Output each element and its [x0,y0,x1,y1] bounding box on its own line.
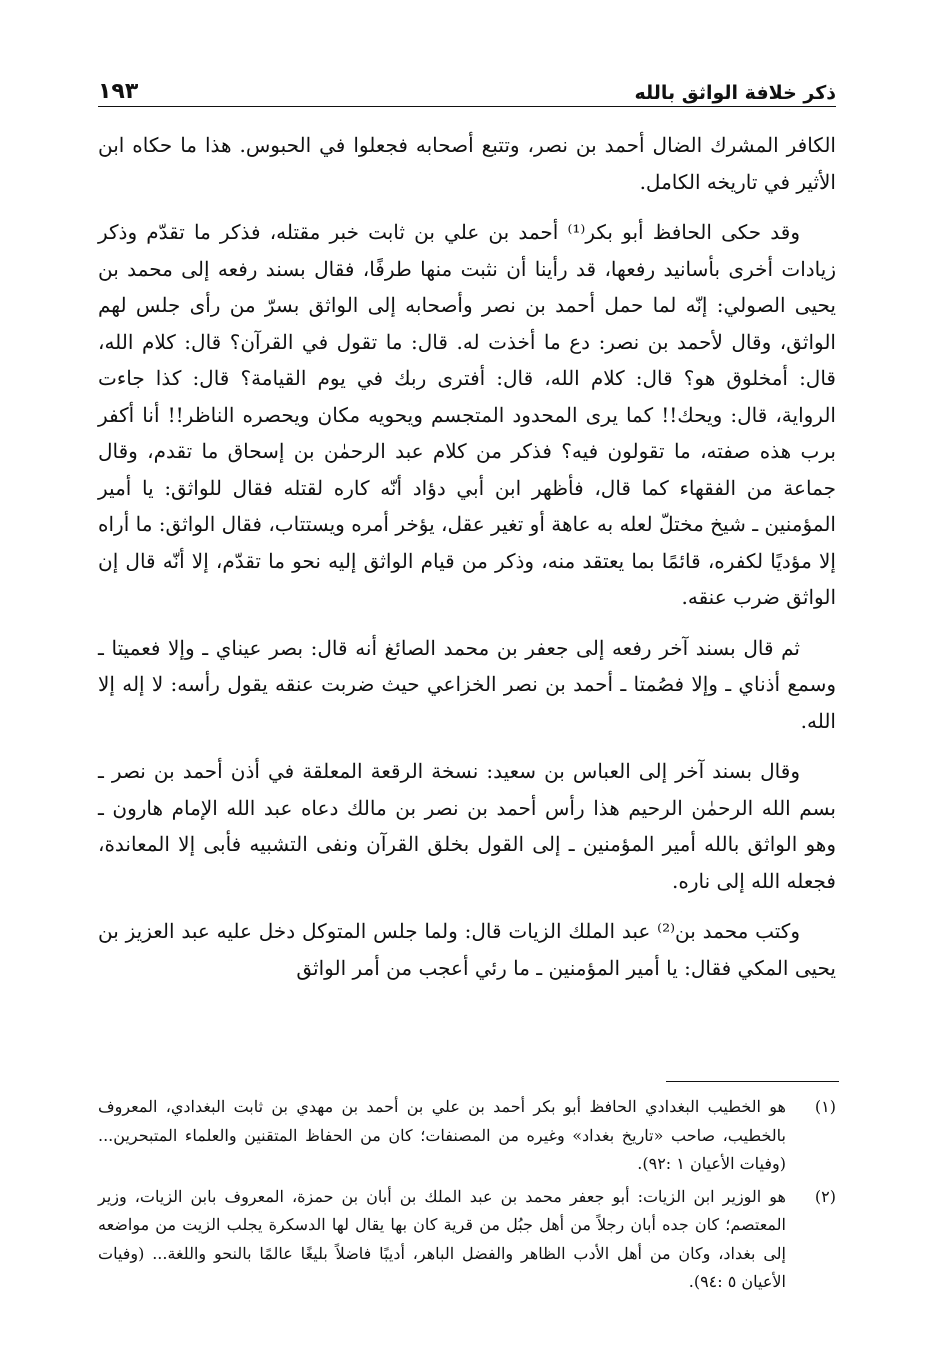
paragraph: ثم قال بسند آخر رفعه إلى جعفر بن محمد الصائغ أنه قال: بصر عيناي ـ وإلا فعميتا ـ وسمع أذناي ـ وإلا فصُمتا ـ أحمد بن نصر الخزاعي حيث ضربت عنقه يقول رأسه: لا إله إلا الله. [98,635,836,733]
footnote-divider [666,1081,839,1082]
page-number: ١٩٣ [98,79,139,104]
paragraph: الكافر المشرك الضال أحمد بن نصر، وتتبع أصحابه فجعلوا في الحبوس. هذا ما حكاه ابن الأثير في تاريخه الكامل. [98,133,836,194]
footnote-number: (١) [814,1097,836,1116]
footnote-number: (٢) [814,1186,836,1206]
chapter-title: ذكر خلافة الواثق بالله [634,82,836,104]
footnote [98,1183,836,1297]
body-text [98,127,836,986]
paragraph: وقد حكى الحافظ أبو بكر⁽¹⁾ أحمد بن علي بن ثابت خبر مقتله، فذكر ما تقدّم وذكر زيادات أخرى بأسانيد رفعها، قد رأينا أن نثبت منها طرفًا، فقال بسند رفعه إلى محمد بن يحيى الصولي: إنّه لما حمل أحمد بن نصر وأصحابه إلى الواثق بسرّ من رأى جلس لهم الواثق، وقال لأحمد بن نصر: دع ما أخذت له. قال: ما تقول في القرآن؟ قال: كلام الله، قال: أمخلوق هو؟ قال: كلام الله، قال: أفترى ربك في يوم القيامة؟ قال: كذا جاءت الرواية، قال: ويحك!! كما يرى المحدود المتجسم ويحويه مكان ويحصره الناظر!! أنا أكفر برب هذه صفته، ما تقولون فيه؟ فذكر من كلام عبد الرحمٰن بن إسحاق ما تقدم، وقال جماعة من الفقهاء كما قال، فأظهر ابن أبي دؤاد أنّه كاره لقتله فقال للواثق: يا أمير المؤمنين ـ شيخ مختلّ لعله به عاهة أو تغير عقل، يؤخر أمره ويستتاب، فقال الواثق: ما أراه إلا مؤديًا لكفره، قائمًا بما يعتقد منه، وذكر من قيام الواثق إليه نحو ما تقدّم، إلا أنّه قال إن الواثق ضرب عنقه. [98,220,836,609]
running-header [98,70,836,107]
page-content [98,70,836,1000]
footnotes [98,1093,836,1301]
footnote-text: هو الخطيب البغدادي الحافظ أبو بكر أحمد بن علي بن أحمد بن مهدي بن ثابت البغدادي، المعروف بالخطيب، صاحب «تاريخ بغداد» وغيره من المصنفات؛ كان من الحفاظ المتقنين والعلماء المتبحرين... (وفيات الأعيان ١ :٩٢). [98,1097,786,1173]
footnote-text: هو الوزير ابن الزيات: أبو جعفر محمد بن عبد الملك بن أبان بن حمزة، المعروف بابن الزيات، وزير المعتصم؛ كان جده أبان رجلاً من أهل جبُل من قرية كان بها يقال لها الدسكرة يجلب الزيت من مواضعه إلى بغداد، وكان من أهل الأدب الظاهر والفضل الباهر، أديبًا فاضلاً بليغًا عالمًا بالنحو واللغة... (وفيات الأعيان ٥ :٩٤). [98,1186,787,1291]
paragraph: وكتب محمد بن⁽²⁾ عبد الملك الزيات قال: ولما جلس المتوكل دخل عليه عبد العزيز بن يحيى المكي فقال: يا أمير المؤمنين ـ ما رئي أعجب من أمر الواثق [98,919,836,980]
paragraph: وقال بسند آخر إلى العباس بن سعيد: نسخة الرقعة المعلقة في أذن أحمد بن نصر ـ بسم الله الرحمٰن الرحيم هذا رأس أحمد بن نصر بن مالك دعاه عبد الله الإمام هارون ـ وهو الواثق بالله أمير المؤمنين ـ إلى القول بخلق القرآن ونفى التشبيه فأبى إلا المعاندة، فجعله الله إلى ناره. [98,759,836,893]
footnote [98,1093,836,1179]
